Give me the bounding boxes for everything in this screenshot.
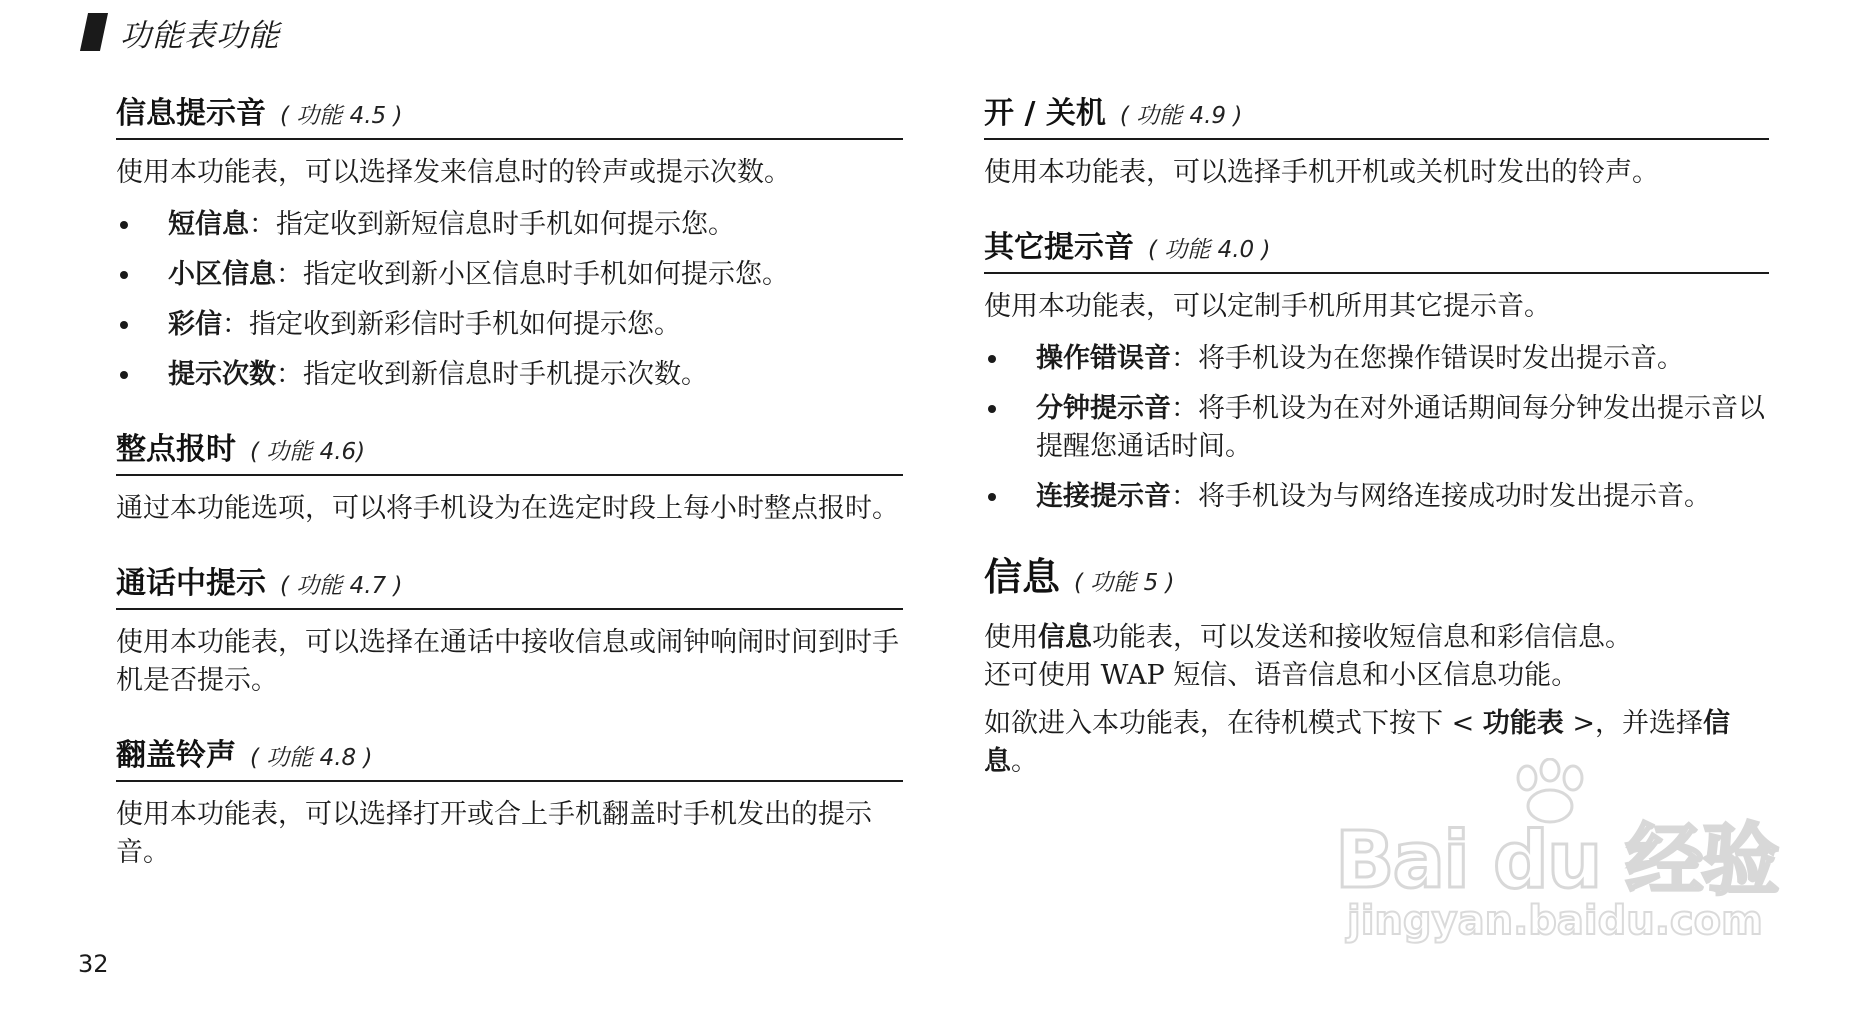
body-text: 使用 bbox=[984, 622, 1038, 653]
bullet-term: 彩信 bbox=[168, 309, 222, 340]
section-hourly-chime bbox=[116, 424, 903, 528]
bullet-item bbox=[984, 390, 1769, 466]
section-heading bbox=[116, 424, 903, 476]
bullet-list bbox=[984, 340, 1769, 516]
section-message-tone bbox=[116, 88, 903, 394]
bullet-separator: ： bbox=[1171, 393, 1198, 424]
section-intro: 使用本功能表，可以选择发来信息时的铃声或提示次数。 bbox=[116, 157, 791, 188]
section-body bbox=[984, 619, 1769, 695]
bullet-separator: ： bbox=[1171, 343, 1198, 374]
section-function-ref: ( 功能 4.9 ) bbox=[1119, 103, 1243, 129]
section-title: 其它提示音 bbox=[984, 230, 1134, 265]
bullet-term: 短信息 bbox=[168, 209, 249, 240]
menu-name: 信息 bbox=[1038, 622, 1092, 653]
bullet-list bbox=[116, 206, 903, 394]
section-heading bbox=[984, 222, 1769, 274]
page-number: 32 bbox=[78, 950, 109, 978]
bullet-separator: ： bbox=[249, 209, 276, 240]
bullet-item bbox=[984, 478, 1769, 516]
bullet-term: 连接提示音 bbox=[1036, 481, 1171, 512]
bullet-item bbox=[116, 306, 903, 344]
right-column bbox=[984, 88, 1769, 811]
section-heading bbox=[984, 88, 1769, 140]
bullet-term: 提示次数 bbox=[168, 359, 276, 390]
bullet-text: 指定收到新小区信息时手机如何提示您。 bbox=[303, 259, 789, 290]
menu-name: 信息 bbox=[984, 708, 1731, 777]
bullet-text: 将手机设为在您操作错误时发出提示音。 bbox=[1198, 343, 1684, 374]
running-header bbox=[84, 12, 280, 52]
bullet-item bbox=[116, 356, 903, 394]
bullet-item bbox=[116, 206, 903, 244]
bullet-separator: ： bbox=[1171, 481, 1198, 512]
bullet-text: 指定收到新信息时手机提示次数。 bbox=[303, 359, 708, 390]
section-title: 整点报时 bbox=[116, 432, 236, 467]
running-header-title: 功能表功能 bbox=[120, 17, 280, 54]
bullet-term: 小区信息 bbox=[168, 259, 276, 290]
section-function-ref: ( 功能 4.5 ) bbox=[280, 103, 403, 129]
section-heading bbox=[116, 88, 903, 140]
section-function-ref: ( 功能 4.6) bbox=[250, 439, 366, 465]
body-text: >，并选择 bbox=[1563, 708, 1704, 739]
body-text: 功能表，可以发送和接收短信息和彩信信息。 bbox=[1092, 622, 1632, 653]
bullet-separator: ： bbox=[222, 309, 249, 340]
section-title: 开 / 关机 bbox=[984, 96, 1106, 131]
section-in-call-alert bbox=[116, 558, 903, 700]
bullet-separator: ： bbox=[276, 259, 303, 290]
section-function-ref: ( 功能 5 ) bbox=[1074, 570, 1175, 596]
bullet-item bbox=[984, 340, 1769, 378]
section-heading bbox=[116, 558, 903, 610]
section-body: 使用本功能表，可以选择在通话中接收信息或闹钟响闹时间到时手机是否提示。 bbox=[116, 627, 899, 696]
body-text: 。 bbox=[1011, 746, 1038, 777]
section-power-on-off bbox=[984, 88, 1769, 192]
section-title: 翻盖铃声 bbox=[116, 738, 236, 773]
section-body: 通过本功能选项，可以将手机设为在选定时段上每小时整点报时。 bbox=[116, 493, 899, 524]
section-heading bbox=[984, 546, 1769, 607]
section-title: 信息提示音 bbox=[116, 96, 266, 131]
bullet-text: 指定收到新短信息时手机如何提示您。 bbox=[276, 209, 735, 240]
bullet-term: 分钟提示音 bbox=[1036, 393, 1171, 424]
section-intro: 使用本功能表，可以定制手机所用其它提示音。 bbox=[984, 291, 1551, 322]
body-text: 如欲进入本功能表，在待机模式下按下 < bbox=[984, 708, 1483, 739]
section-heading bbox=[116, 730, 903, 782]
section-body: 使用本功能表，可以选择手机开机或关机时发出的铃声。 bbox=[984, 157, 1659, 188]
section-title: 信息 bbox=[984, 555, 1061, 599]
section-function-ref: ( 功能 4.8 ) bbox=[250, 745, 373, 771]
watermark-logo-text: Bai du 经验 bbox=[1335, 816, 1778, 906]
bullet-item bbox=[116, 256, 903, 294]
section-body: 使用本功能表，可以选择打开或合上手机翻盖时手机发出的提示音。 bbox=[116, 799, 872, 868]
section-function-ref: ( 功能 4.7 ) bbox=[280, 573, 403, 599]
bullet-text: 将手机设为在对外通话期间每分钟发出提示音以提醒您通话时间。 bbox=[1036, 393, 1765, 462]
section-folder-tone bbox=[116, 730, 903, 872]
section-messages bbox=[984, 546, 1769, 781]
body-text: 还可使用 WAP 短信、语音信息和小区信息功能。 bbox=[984, 660, 1579, 691]
watermark-url: jingyan.baidu.com bbox=[1347, 898, 1763, 944]
header-bar-decoration bbox=[80, 13, 108, 51]
bullet-text: 指定收到新彩信时手机如何提示您。 bbox=[249, 309, 681, 340]
bullet-text: 将手机设为与网络连接成功时发出提示音。 bbox=[1198, 481, 1711, 512]
bullet-term: 操作错误音 bbox=[1036, 343, 1171, 374]
section-title: 通话中提示 bbox=[116, 566, 266, 601]
section-other-tones bbox=[984, 222, 1769, 516]
bullet-separator: ： bbox=[276, 359, 303, 390]
baidu-jingyan-watermark bbox=[1335, 758, 1785, 958]
left-column bbox=[116, 88, 903, 902]
section-function-ref: ( 功能 4.0 ) bbox=[1148, 237, 1271, 263]
softkey-name: 功能表 bbox=[1482, 708, 1564, 739]
